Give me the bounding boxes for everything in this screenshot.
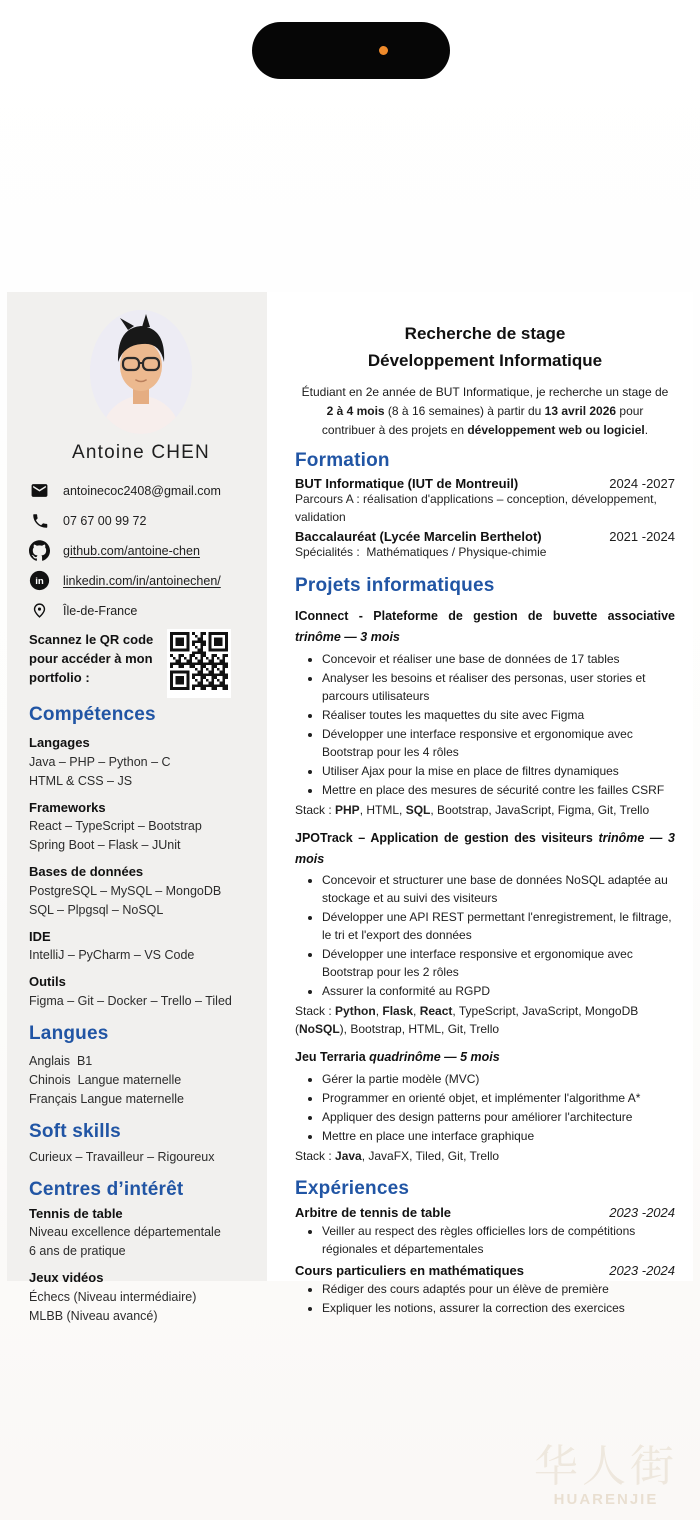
section-soft-skills: Soft skills xyxy=(29,1120,121,1142)
formation-entry xyxy=(295,476,675,526)
soft-skills-list xyxy=(29,1148,253,1167)
document-title xyxy=(295,320,675,374)
experience-date: 2023 -2024 xyxy=(609,1263,675,1279)
candidate-name: Antoine CHEN xyxy=(72,442,210,463)
section-formation: Formation xyxy=(295,450,390,472)
skill-line: HTML & CSS – JS xyxy=(29,773,133,788)
skill-group xyxy=(29,733,253,791)
phone-value: 07 67 00 99 72 xyxy=(63,513,147,528)
experience-bullets xyxy=(295,1222,675,1258)
experiences-list xyxy=(295,1205,675,1317)
contact-row-phone xyxy=(29,510,253,531)
experience-entry-head xyxy=(295,1205,675,1220)
watermark-chinese: 华人街 xyxy=(534,1442,678,1491)
contact-row-github[interactable] xyxy=(29,540,253,561)
experience-entry xyxy=(295,1205,675,1258)
formation-entry-head xyxy=(295,476,675,491)
project-bullet: • Développer une interface responsive et ergonomique avec Bootstrap pour les 2 rôles xyxy=(322,945,675,981)
skill-line: IntelliJ – PyCharm – VS Code xyxy=(29,948,195,962)
cv-document xyxy=(7,292,693,1323)
profile-photo xyxy=(90,310,192,434)
title-line-1: Recherche de stage xyxy=(404,324,566,343)
svg-text:in: in xyxy=(35,576,44,588)
skill-group-label: Langages xyxy=(29,735,90,750)
project-bullet: • Concevoir et structurer une base de données NoSQL adaptée au stockage et au suivi des visiteurs xyxy=(322,871,675,907)
linkedin-link[interactable]: linkedin.com/in/antoinechen/ xyxy=(63,573,221,588)
project-bullet: • Mettre en place une interface graphique xyxy=(322,1127,675,1145)
skill-line: Figma – Git – Docker – Trello – Tiled xyxy=(29,993,232,1008)
experience-name: Arbitre de tennis de table xyxy=(295,1205,452,1221)
email-value: antoinecoc2408@gmail.com xyxy=(63,483,221,498)
contact-row-email xyxy=(29,480,253,501)
experience-name: Cours particuliers en mathématiques xyxy=(295,1263,525,1279)
project-bullets xyxy=(295,871,675,1000)
watermark-latin: HUARENJIE xyxy=(553,1491,659,1508)
section-experiences: Expériences xyxy=(295,1178,410,1200)
project-stack: Stack : Python, Flask, React, TypeScript, JavaScript, MongoDB (NoSQL), Bootstrap, HTML, Git, Trello xyxy=(295,1004,639,1036)
skill-group-label: Bases de données xyxy=(29,864,144,879)
github-link[interactable]: github.com/antoine-chen xyxy=(63,543,200,558)
formation-name: Baccalauréat (Lycée Marcelin Berthelot) xyxy=(295,528,542,544)
skill-line: Échecs (Niveau intermédiaire) xyxy=(29,1289,197,1304)
location-icon xyxy=(29,600,50,621)
project-bullet: • Réaliser toutes les maquettes du site avec Figma xyxy=(322,706,675,724)
projects-list xyxy=(295,606,675,1165)
cv-sidebar xyxy=(7,292,267,1323)
skill-group-label: Outils xyxy=(29,974,66,989)
langues-list xyxy=(29,1050,253,1109)
qr-code xyxy=(167,629,231,698)
experience-bullets xyxy=(295,1280,675,1317)
section-langues: Langues xyxy=(29,1022,109,1044)
project-stack: Stack : Java, JavaFX, Tiled, Git, Trello xyxy=(295,1148,500,1163)
qr-section xyxy=(29,631,253,698)
project-bullet: • Utiliser Ajax pour la mise en place de filtres dynamiques xyxy=(322,762,675,780)
project-title-line2: trinôme — 3 mois xyxy=(295,629,400,644)
formation-date: 2021 -2024 xyxy=(609,528,675,544)
project-bullet: • Gérer la partie modèle (MVC) xyxy=(322,1070,675,1088)
project-bullet: • Programmer en orienté objet, et implémenter l'algorithme A* xyxy=(322,1089,675,1107)
section-competences: Compétences xyxy=(29,704,156,725)
contact-row-location xyxy=(29,600,253,621)
cv-main-column xyxy=(267,292,693,1316)
skill-line: Spring Boot – Flask – JUnit xyxy=(29,838,181,852)
skill-group-label: IDE xyxy=(29,928,51,944)
email-icon xyxy=(29,480,50,501)
intro-paragraph: Étudiant en 2e année de BUT Informatique, je recherche un stage de 2 à 4 mois (8 à 16 semaines) à partir du 13 avril 2026 pour contribuer à des projets en développement web ou logiciel. xyxy=(301,385,669,437)
project-bullet: • Mettre en place des mesures de sécurité contre les failles CSRF xyxy=(322,781,675,799)
project-bullet: • Concevoir et réaliser une base de données de 17 tables xyxy=(322,650,675,668)
project-title: Jeu Terraria quadrinôme — 5 mois xyxy=(295,1050,500,1064)
formation-desc: Parcours A : réalisation d'applications – conception, développement, validation xyxy=(295,492,661,524)
project-bullet: • Analyser les besoins et réaliser des personas, user stories et parcours utilisateurs xyxy=(322,669,675,705)
section-centres-interet: Centres d’intérêt xyxy=(29,1178,184,1200)
project-entry xyxy=(295,1047,675,1165)
skill-line: Java – PHP – Python – C xyxy=(29,754,171,769)
experience-date: 2023 -2024 xyxy=(609,1205,675,1221)
language-line: Anglais B1 xyxy=(29,1053,93,1068)
project-title: JPOTrack – Application de gestion des visiteurs trinôme — 3 mois xyxy=(295,830,675,866)
competences-groups xyxy=(29,733,253,1011)
skill-group-label: Frameworks xyxy=(29,799,106,815)
skill-line: 6 ans de pratique xyxy=(29,1244,126,1258)
formation-entry-head xyxy=(295,529,675,544)
skill-group xyxy=(29,798,253,856)
formation-date: 2024 -2027 xyxy=(609,476,675,492)
experience-entry-head xyxy=(295,1263,675,1278)
huarenjie-watermark xyxy=(534,1442,678,1508)
experience-bullet: • Expliquer les notions, assurer la correction des exercices xyxy=(322,1299,675,1317)
location-value: Île-de-France xyxy=(63,603,138,618)
project-entry xyxy=(295,828,675,1038)
soft-skill-line: Curieux – Travailleur – Rigoureux xyxy=(29,1149,215,1164)
project-stack: Stack : PHP, HTML, SQL, Bootstrap, JavaScript, Figma, Git, Trello xyxy=(295,802,650,817)
language-line: Chinois Langue maternelle xyxy=(29,1072,182,1087)
formation-name: BUT Informatique (IUT de Montreuil) xyxy=(295,476,519,492)
project-entry xyxy=(295,606,675,819)
github-icon xyxy=(29,540,50,561)
formation-entry xyxy=(295,529,675,561)
formation-desc: Spécialités : Mathématiques / Physique-chimie xyxy=(295,544,547,559)
skill-group-label: Jeux vidéos xyxy=(29,1270,104,1285)
linkedin-icon xyxy=(29,570,50,591)
formation-entries xyxy=(295,476,675,561)
skill-line: SQL – Plpgsql – NoSQL xyxy=(29,902,164,917)
interets-groups xyxy=(29,1204,253,1326)
project-bullets xyxy=(295,650,675,799)
language-line: Français Langue maternelle xyxy=(29,1091,184,1106)
skill-line: React – TypeScript – Bootstrap xyxy=(29,819,202,833)
phone-icon xyxy=(29,510,50,531)
skill-group xyxy=(29,927,253,966)
project-bullet: • Développer une API REST permettant l'enregistrement, le filtrage, le tri et l'export des données xyxy=(322,908,675,944)
skill-group xyxy=(29,1268,253,1326)
dynamic-island xyxy=(252,22,450,79)
section-projets: Projets informatiques xyxy=(295,575,495,597)
skill-group xyxy=(29,1204,253,1262)
project-bullet: • Assurer la conformité au RGPD xyxy=(322,982,675,1000)
skill-line: PostgreSQL – MySQL – MongoDB xyxy=(29,883,222,898)
skill-line: MLBB (Niveau avancé) xyxy=(29,1308,158,1323)
project-bullets xyxy=(295,1070,675,1145)
experience-bullet: • Rédiger des cours adaptés pour un élève de première xyxy=(322,1280,675,1298)
experience-entry xyxy=(295,1263,675,1317)
experience-bullet: • Veiller au respect des règles officielles lors de compétitions régionales et départementales xyxy=(322,1222,675,1258)
project-title: IConnect - Plateforme de gestion de buvette associative xyxy=(295,609,675,624)
skill-line: Niveau excellence départementale xyxy=(29,1225,221,1239)
project-bullet: • Développer une interface responsive et ergonomique avec Bootstrap pour les 4 rôles xyxy=(322,725,675,761)
skill-group-label: Tennis de table xyxy=(29,1205,123,1221)
title-line-2: Développement Informatique xyxy=(367,351,603,371)
camera-indicator-dot xyxy=(379,46,388,55)
skill-group xyxy=(29,972,253,1011)
contact-row-linkedin[interactable] xyxy=(29,570,253,591)
project-bullet: • Appliquer des design patterns pour améliorer l'architecture xyxy=(322,1108,675,1126)
qr-label: Scannez le QR code pour accéder à mon portfolio : xyxy=(29,632,154,685)
skill-group xyxy=(29,862,253,920)
